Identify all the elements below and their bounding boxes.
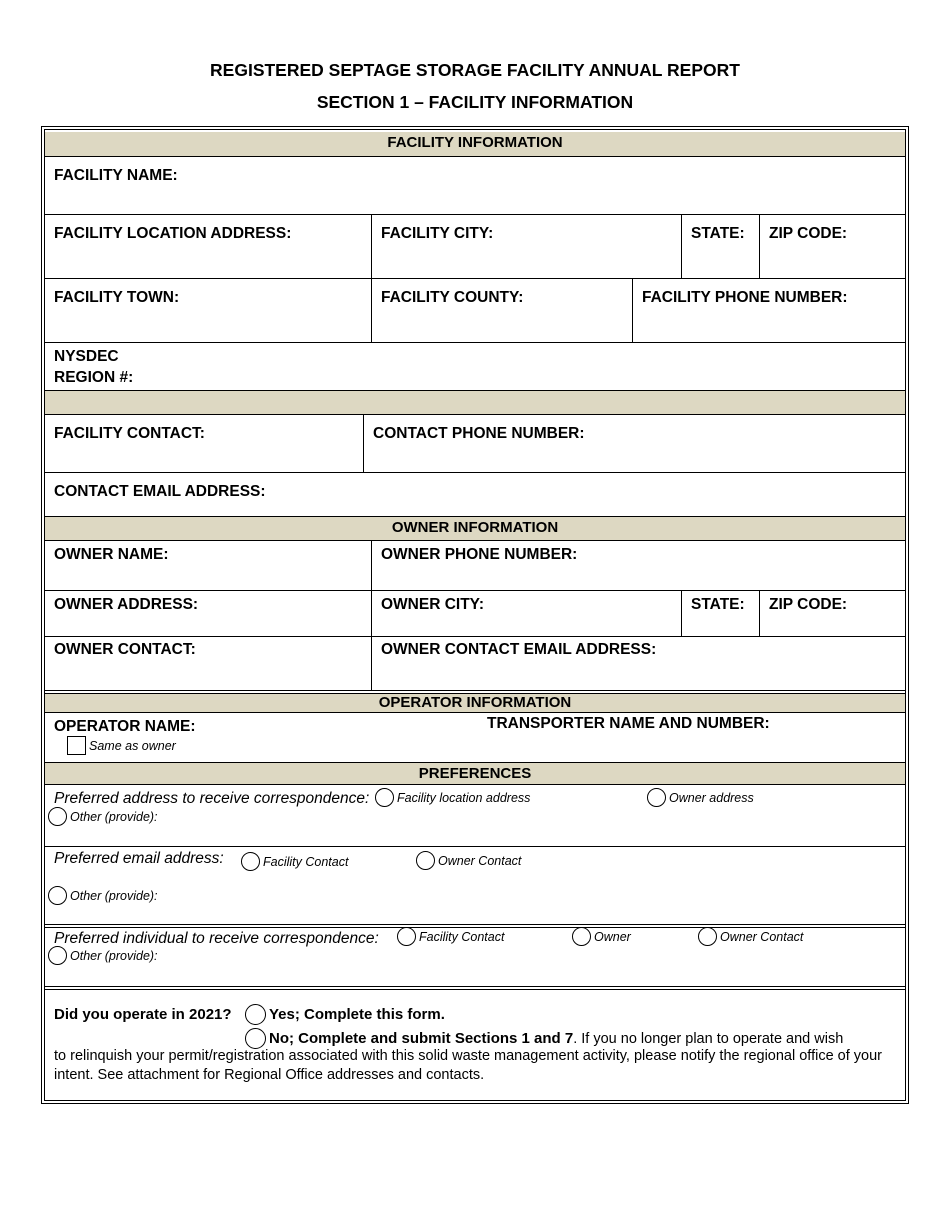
owner-contact-field[interactable] [45,637,371,690]
nysdec-region-row [45,342,905,390]
facility-town-label: FACILITY TOWN: [54,289,180,306]
facility-county-field[interactable] [371,279,632,342]
facility-location-row [45,214,905,278]
nysdec-region-field[interactable] [45,343,905,390]
contact-phone-field[interactable] [363,415,905,472]
email-owner-contact-label: Owner Contact [438,853,522,868]
facility-name-label: FACILITY NAME: [54,167,178,184]
address-facility-location-radio[interactable] [375,788,394,807]
owner-phone-label: OWNER PHONE NUMBER: [381,546,578,563]
operate-question: Did you operate in 2021? [54,1006,232,1023]
facility-city-field[interactable] [371,215,681,278]
address-owner-option[interactable] [647,788,754,807]
facility-city-label: FACILITY CITY: [381,225,494,242]
owner-name-field[interactable] [45,541,371,590]
operator-row [45,712,905,762]
facility-state-field[interactable] [681,215,759,278]
preferred-email-row [45,846,905,924]
address-owner-radio[interactable] [647,788,666,807]
same-as-owner-label: Same as owner [89,738,176,753]
individual-owner-label: Owner [594,929,631,944]
facility-information-band: FACILITY INFORMATION [45,132,905,156]
relinquish-instructions: to relinquish your permit/registration associated with this solid waste management activity, please notify the regional office of your intent. See attachment for Regional Office addresses and contacts. [54,1048,882,1083]
contact-email-field[interactable] [45,473,905,516]
preferred-address-question: Preferred address to receive correspondence: [54,790,370,807]
owner-address-label: OWNER ADDRESS: [54,596,199,613]
email-facility-contact-label: Facility Contact [263,854,349,869]
facility-location-address-label: FACILITY LOCATION ADDRESS: [54,225,292,242]
owner-name-row [45,540,905,590]
facility-form [44,129,906,1101]
individual-other-label: Other (provide): [70,948,158,963]
email-owner-contact-option[interactable] [416,851,521,870]
operate-no-radio[interactable] [245,1028,266,1049]
facility-county-label: FACILITY COUNTY: [381,289,524,306]
contact-email-label: CONTACT EMAIL ADDRESS: [54,483,266,500]
operator-name-label: OPERATOR NAME: [54,718,196,735]
owner-address-row [45,590,905,636]
individual-facility-contact-label: Facility Contact [419,929,505,944]
facility-state-label: STATE: [691,225,745,242]
same-as-owner-checkbox[interactable] [67,736,86,755]
individual-facility-contact-radio[interactable] [397,927,416,946]
email-owner-contact-radio[interactable] [416,851,435,870]
operate-yes-label: Yes; Complete this form. [269,1006,445,1023]
preferred-individual-row [45,924,905,986]
section-title: SECTION 1 – FACILITY INFORMATION [316,92,634,112]
email-other-option[interactable] [48,886,158,905]
facility-phone-label: FACILITY PHONE NUMBER: [642,289,848,306]
individual-owner-radio[interactable] [572,927,591,946]
nysdec-region-label-line2: REGION #: [54,369,134,386]
facility-contact-label: FACILITY CONTACT: [54,425,205,442]
preferred-email-question: Preferred email address: [54,850,224,867]
email-facility-contact-option[interactable] [241,852,348,871]
facility-location-address-field[interactable] [45,215,371,278]
email-other-label: Other (provide): [70,888,158,903]
facility-town-field[interactable] [45,279,371,342]
owner-state-field[interactable] [681,591,759,636]
owner-zip-label: ZIP CODE: [769,596,848,613]
individual-owner-option[interactable] [572,927,631,946]
owner-state-label: STATE: [691,596,745,613]
owner-city-field[interactable] [371,591,681,636]
address-facility-location-label: Facility location address [397,790,531,805]
facility-contact-field[interactable] [45,415,363,472]
owner-address-field[interactable] [45,591,371,636]
individual-owner-contact-option[interactable] [698,927,803,946]
individual-owner-contact-radio[interactable] [698,927,717,946]
preferred-individual-question: Preferred individual to receive correspondence: [54,930,379,947]
operate-no-option[interactable] [245,1028,843,1049]
facility-town-row [45,278,905,342]
same-as-owner-option[interactable] [67,736,176,755]
address-facility-location-option[interactable] [375,788,530,807]
facility-phone-field[interactable] [632,279,905,342]
individual-other-radio[interactable] [48,946,67,965]
operate-no-label: No; Complete and submit Sections 1 and 7 [269,1030,574,1047]
nysdec-region-label-line1: NYSDEC [54,348,119,365]
individual-other-option[interactable] [48,946,158,965]
operate-yes-radio[interactable] [245,1004,266,1025]
transporter-label: TRANSPORTER NAME AND NUMBER: [487,715,770,732]
owner-contact-row [45,636,905,690]
contact-email-row [45,472,905,516]
owner-contact-label: OWNER CONTACT: [54,641,196,658]
facility-name-field[interactable] [45,157,905,214]
owner-name-label: OWNER NAME: [54,546,169,563]
facility-contact-row [45,414,905,472]
owner-city-label: OWNER CITY: [381,596,485,613]
preferences-band: PREFERENCES [45,762,905,784]
owner-contact-email-field[interactable] [371,637,905,690]
operator-information-band: OPERATOR INFORMATION [45,690,905,712]
email-other-radio[interactable] [48,886,67,905]
individual-owner-contact-label: Owner Contact [720,929,804,944]
owner-information-band: OWNER INFORMATION [45,516,905,540]
contact-phone-label: CONTACT PHONE NUMBER: [373,425,585,442]
owner-contact-email-label: OWNER CONTACT EMAIL ADDRESS: [381,641,657,658]
operate-question-row [45,986,905,1100]
facility-zip-field[interactable] [759,215,905,278]
blank-separator-band [45,390,905,414]
owner-phone-field[interactable] [371,541,905,590]
preferred-address-row [45,784,905,846]
address-other-label: Other (provide): [70,809,158,824]
facility-name-row [45,156,905,214]
address-owner-label: Owner address [669,790,754,805]
page-title: REGISTERED SEPTAGE STORAGE FACILITY ANNUAL REPORT [210,60,740,80]
owner-zip-field[interactable] [759,591,905,636]
email-facility-contact-radio[interactable] [241,852,260,871]
individual-facility-contact-option[interactable] [397,927,504,946]
facility-zip-label: ZIP CODE: [769,225,848,242]
address-other-option[interactable] [48,807,158,826]
address-other-radio[interactable] [48,807,67,826]
operate-yes-option[interactable] [245,1004,445,1025]
operate-no-note: . If you no longer plan to operate and wish [573,1030,844,1047]
